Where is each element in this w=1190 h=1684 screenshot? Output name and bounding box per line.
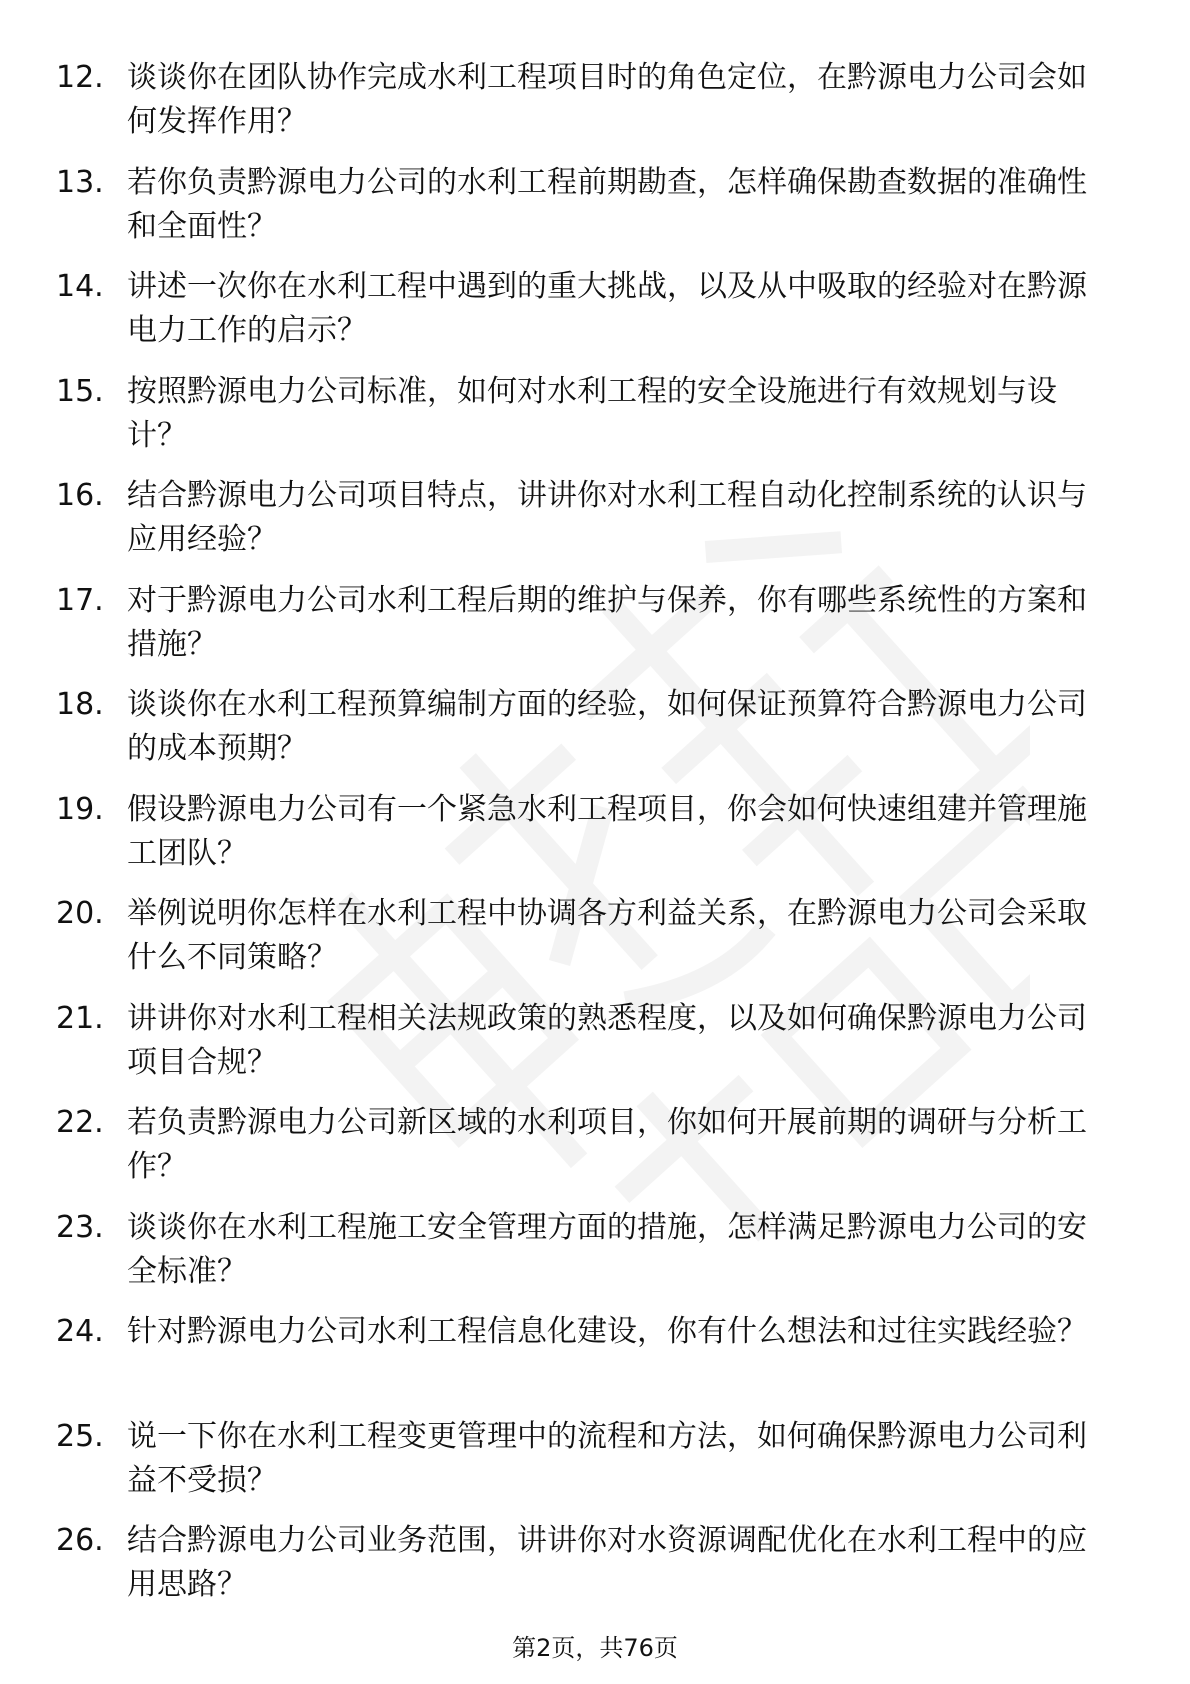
question-text: 讲述一次你在水利工程中遇到的重大挑战，以及从中吸取的经验对在黔源电力工作的启示？ [127,269,1087,348]
question-text: 针对黔源电力公司水利工程信息化建设，你有什么想法和过往实践经验？ [127,1314,1087,1349]
question-number: 21. [56,1000,104,1036]
question-number: 23. [56,1209,104,1245]
question-text: 假设黔源电力公司有一个紧急水利工程项目，你会如何快速组建并管理施工团队？ [127,791,1087,871]
question-item [56,370,1112,464]
question-text: 说一下你在水利工程变更管理中的流程和方法，如何确保黔源电力公司利益不受损？ [127,1418,1087,1498]
question-text: 按照黔源电力公司标准，如何对水利工程的安全设施进行有效规划与设计？ [127,373,1057,453]
question-item [56,161,1112,255]
question-item [56,1519,1112,1613]
question-number: 24. [56,1314,104,1349]
question-number: 16. [56,478,104,513]
question-number: 18. [56,687,104,722]
question-item [56,474,1112,568]
question-text: 谈谈你在水利工程施工安全管理方面的措施，怎样满足黔源电力公司的安全标准？ [127,1209,1087,1289]
question-item [56,997,1112,1091]
question-text: 谈谈你在团队协作完成水利工程项目时的角色定位，在黔源电力公司会如何发挥作用？ [127,60,1087,139]
question-number: 20. [56,896,104,931]
interview-question-list [56,56,1112,1624]
question-item [56,788,1112,882]
question-number: 19. [56,791,104,827]
question-number: 26. [56,1523,104,1558]
question-item [56,265,1112,359]
question-number: 25. [56,1418,104,1454]
question-text: 讲讲你对水利工程相关法规政策的熟悉程度，以及如何确保黔源电力公司项目合规？ [127,1000,1087,1080]
question-number: 12. [56,60,104,95]
question-item [56,892,1112,986]
question-item [56,1101,1112,1195]
question-number: 22. [56,1105,104,1140]
question-number: 15. [56,373,104,409]
question-text: 结合黔源电力公司项目特点，讲讲你对水利工程自动化控制系统的认识与应用经验？ [127,478,1087,557]
question-text: 对于黔源电力公司水利工程后期的维护与保养，你有哪些系统性的方案和措施？ [127,582,1087,662]
question-item [56,1206,1112,1300]
question-item [56,1415,1112,1509]
question-number: 17. [56,582,104,618]
question-text: 若负责黔源电力公司新区域的水利项目，你如何开展前期的调研与分析工作？ [127,1105,1087,1184]
question-item [56,1310,1112,1404]
question-number: 14. [56,269,104,304]
question-text: 若你负责黔源电力公司的水利工程前期勘查，怎样确保勘查数据的准确性和全面性？ [127,164,1087,244]
page-number-footer: 第2页，共76页 [512,1634,678,1662]
question-item [56,56,1112,150]
question-number: 13. [56,164,104,200]
question-text: 结合黔源电力公司业务范围，讲讲你对水资源调配优化在水利工程中的应用思路？ [127,1523,1087,1602]
question-text: 举例说明你怎样在水利工程中协调各方利益关系，在黔源电力公司会采取什么不同策略？ [127,896,1087,975]
question-item [56,579,1112,673]
question-text: 谈谈你在水利工程预算编制方面的经验，如何保证预算符合黔源电力公司的成本预期？ [127,687,1087,766]
question-item [56,683,1112,777]
